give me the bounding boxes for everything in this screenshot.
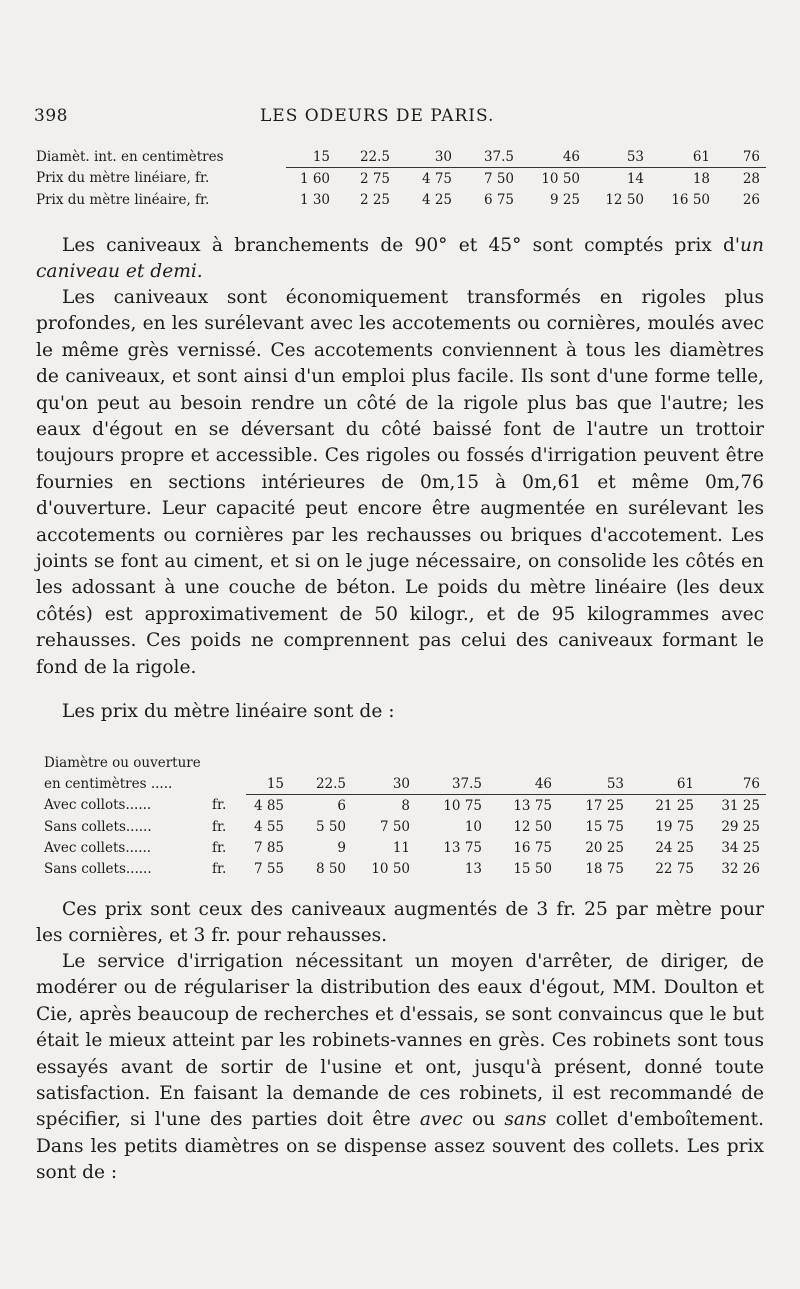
paragraph-robinets [36, 949, 764, 1187]
table-cell: 9 25 [549, 191, 580, 208]
row-label: Avec collets...... [44, 839, 152, 856]
table-cell: 24 25 [655, 839, 694, 856]
paragraph-text: Les caniveaux à branchements de 90° et 45° sont comptés prix d' [62, 235, 741, 256]
table-cell: 11 [392, 839, 410, 856]
table-cell: 15 50 [513, 860, 552, 877]
table-row [44, 795, 766, 817]
column-header: 61 [630, 773, 700, 795]
paragraph-italic-text: un caniveau et demi. [36, 235, 764, 283]
table-cell: 2 75 [359, 170, 390, 187]
table-cell: 32 26 [721, 860, 760, 877]
table-cell: 4 85 [253, 797, 284, 814]
table-row [36, 189, 766, 210]
table-cell: 7 85 [253, 839, 284, 856]
row-label: Sans collets...... [44, 860, 152, 877]
table-cell: 4 25 [421, 191, 452, 208]
table-cell: 2 25 [359, 191, 390, 208]
table-cell: 6 [337, 797, 346, 814]
table-cell: 4 75 [421, 170, 452, 187]
table-cell: 10 50 [541, 170, 580, 187]
paragraph-branchements [36, 233, 764, 286]
paragraph-italic-text: avec [419, 1109, 463, 1131]
table-cell: 31 25 [721, 797, 760, 814]
column-header: 53 [558, 773, 630, 795]
table-cell: 26 [742, 191, 760, 208]
table-cell: 4 55 [253, 818, 284, 835]
table-row [44, 858, 766, 879]
table-cell: 20 25 [585, 839, 624, 856]
paragraph-text: Le service d'irrigation nécessitant un moyen d'arrêter, de diriger, de modérer ou de régulariser la distribution des eaux d'égout, MM. Doulton et Cie, après beaucoup de recherches et d'essais, se sont convaincus que le but était le mieux atteint par les robinets-vannes en grès. Ces robinets sont tous essayés avant de sortir de l'usine et ont, jusqu'à présent, donné toute satisfaction. En faisant la demande de ces robinets, il est recommandé de spécifier, si l'une des parties doit être [36, 951, 764, 1131]
column-header: 76 [700, 773, 766, 795]
column-header: 15 [286, 146, 336, 168]
column-header: 46 [520, 146, 586, 168]
column-header: 37.5 [458, 146, 520, 168]
column-header: 30 [352, 773, 416, 795]
table-cell: 29 25 [721, 818, 760, 835]
table-cell: 8 [401, 797, 410, 814]
column-header: 22.5 [336, 146, 396, 168]
running-title: LES ODEURS DE PARIS. [260, 106, 495, 126]
table-cell: 9 [337, 839, 346, 856]
table-header-label: Diamètre ou ouverture [44, 754, 201, 771]
table-cell: 7 50 [379, 818, 410, 835]
price-table-caniveaux [36, 146, 766, 210]
column-header: 37.5 [416, 773, 488, 795]
table-row [36, 168, 766, 190]
row-label: Prix du mètre linéiare, fr. [36, 170, 210, 187]
table-header-row [36, 146, 766, 168]
table-cell: 28 [742, 170, 760, 187]
table-header-row [44, 752, 766, 773]
table-cell: 12 50 [605, 191, 644, 208]
table-cell: 10 [464, 818, 482, 835]
table-cell: 8 50 [315, 860, 346, 877]
row-unit: fr. [212, 797, 227, 814]
page-header [34, 106, 764, 130]
row-label: Avec collots...... [44, 797, 152, 814]
table-cell: 34 25 [721, 839, 760, 856]
table-cell: 15 75 [585, 818, 624, 835]
table-row [44, 816, 766, 837]
page-number: 398 [34, 106, 68, 126]
row-unit: fr. [212, 860, 227, 877]
paragraph-prix-intro: Les prix du mètre linéaire sont de : [62, 701, 395, 722]
row-label: Prix du mètre linéaire, fr. [36, 191, 210, 208]
table-cell: 18 [692, 170, 710, 187]
column-header: 53 [586, 146, 650, 168]
table-cell: 13 [464, 860, 482, 877]
table-cell: 21 25 [655, 797, 694, 814]
column-header: 30 [396, 146, 458, 168]
column-header: 15 [246, 773, 290, 795]
table-header-row [44, 773, 766, 795]
table-cell: 10 50 [371, 860, 410, 877]
table-cell: 1 30 [299, 191, 330, 208]
table-cell: 12 50 [513, 818, 552, 835]
table-cell: 7 50 [483, 170, 514, 187]
table-cell: 7 55 [253, 860, 284, 877]
table-cell: 19 75 [655, 818, 694, 835]
table-cell: 10 75 [443, 797, 482, 814]
table-cell: 13 75 [443, 839, 482, 856]
paragraph-rigoles: Les caniveaux sont économiquement transformés en rigoles plus profondes, en les surélevant avec les accotements ou cornières, moulés avec le même grès vernissé. Ces accotements conviennent à tous les diamètres de caniveaux, et sont ainsi d'un emploi plus facile. Ils sont d'une forme telle, qu'on peut au besoin rendre un côté de la rigole plus bas que l'autre; les eaux d'égout en se déversant du côté baissé font de l'autre un trottoir toujours propre et accessible. Ces rigoles ou fossés d'irrigation peuvent être fournies en sections intérieures de 0m,15 à 0m,61 et même 0m,76 d'ouverture. Leur capacité peut encore être augmentée en surélevant les accotements ou cornières par les rechausses ou briques d'accotement. Les joints se font au ciment, et si on le juge nécessaire, on consolide les côtés en les adossant à une couche de béton. Le poids du mètre linéaire (les deux côtés) est approximativement de 50 kilogr., et de 95 kilogrammes avec rehausses. Ces poids ne comprennent pas celui des caniveaux formant le fond de la rigole. [36, 287, 764, 678]
table-cell: 18 75 [585, 860, 624, 877]
column-header: 46 [488, 773, 558, 795]
table-cell: 16 75 [513, 839, 552, 856]
table-cell: 1 60 [299, 170, 330, 187]
row-unit: fr. [212, 839, 227, 856]
table-cell: 13 75 [513, 797, 552, 814]
table-cell: 5 50 [315, 818, 346, 835]
table-cell: 6 75 [483, 191, 514, 208]
row-label: Sans collets...... [44, 818, 152, 835]
row-unit: fr. [212, 818, 227, 835]
paragraph-text: collet d'emboîtement. Dans les petits diamètres on se dispense assez souvent des collets. Les prix sont de : [36, 1109, 764, 1184]
column-header: 61 [650, 146, 716, 168]
column-header: 22.5 [290, 773, 352, 795]
table-cell: 14 [626, 170, 644, 187]
table-cell: 16 50 [671, 191, 710, 208]
paragraph-cornieres: Ces prix sont ceux des caniveaux augmentés de 3 fr. 25 par mètre pour les cornières, et 3 fr. pour rehausses. [36, 899, 764, 947]
paragraph-text: ou [462, 1109, 505, 1131]
price-table-robinets [44, 752, 766, 879]
table-header-label: Diamèt. int. en centimètres [36, 148, 224, 165]
table-header-label: en centimètres ..... [44, 775, 173, 792]
table-cell: 22 75 [655, 860, 694, 877]
table-row [44, 837, 766, 858]
table-cell: 17 25 [585, 797, 624, 814]
column-header: 76 [716, 146, 766, 168]
paragraph-italic-text: sans [504, 1109, 547, 1131]
